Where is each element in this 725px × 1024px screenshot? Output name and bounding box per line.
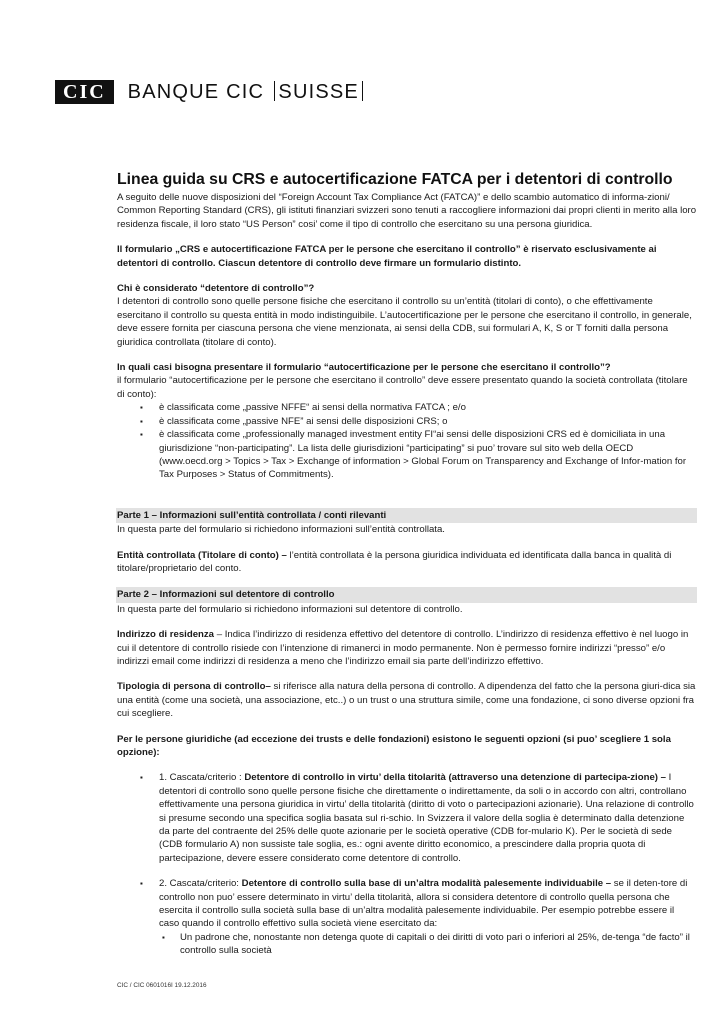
option-2-text: se il deten-tore di controllo non puo’ essere determinato in virtu’ della titolarità, allora si considera detentore di controllo quella persona che esercita il controllo sulla società sulla base di un’altra modalità palesemente individuabile. Per esempio potrebbe essere il caso quando il controllo effettivo sulla società viene esercitato da: — [159, 878, 688, 930]
q2-bullet-list — [117, 401, 697, 481]
logo-separator — [274, 81, 276, 101]
option-1-text: I detentori di controllo sono quelle persone fisiche che direttamente o indirettamente, da soli o in accordo con altri, controllano effettivamente una persona giuridica in virtu’ della titolarità (diritto di voto o partecipazioni azionarie). Una relazione di controllo si presume secondo una specifica soglia basata sul ri-schio. In Svizzera il valore della soglia è determinato dalla detenzione da parte del contraente del 25% delle quote azionarie per le società operative (CDB for-mulario K). Per le società di sede (CDB formulario A) non sussiste tale soglia, es.: ogni avente diritto economico, a prescindere dalla propria quota di partecipazione, devere essere considerato come detentore di controllo. — [159, 772, 694, 864]
option-2 — [117, 877, 697, 957]
q2-heading — [117, 361, 697, 374]
logo-text — [128, 81, 367, 104]
logo-box: CIC — [55, 80, 114, 104]
entity-label: Entità controllata (Titolare di conto) – — [117, 549, 287, 561]
residence-label: Indirizzo di residenza — [117, 629, 215, 641]
type-text: si riferisce alla natura della persona di controllo. A dipendenza del fatto che la persona giuri-dica sia una entità (come una società, una associazione, etc..) o un trust o una struttura simile, come una fondazione, ci sono diverse opzioni fra cui scegliere. — [117, 681, 696, 720]
footer-reference: CIC / CIC 0601016I 19.12.2016 — [117, 982, 207, 989]
option-2-title: Detentore di controllo sulla base di un’altra modalità palesemente individuabile – — [241, 878, 612, 890]
residence-text: – Indica l’indirizzo di residenza effettivo del detentore di controllo. L’indirizzo di residenza effettivo è nel luogo in cui il detentore di controllo risiede con l’intenzione di rimanerci in modo permanente. Non è permesso fornire indirizzi “presso” e/o indirizzi email come indirizzi di residenza a meno che l’indirizzo email sia parte dell’indirizzo effettivo. — [117, 629, 689, 667]
option-1-title: Detentore di controllo in virtu’ della titolarità (attraverso una detenzione di partecipa-zione) – — [244, 772, 666, 784]
option-1 — [117, 771, 697, 865]
list-item: ▪ è classificata come „professionally managed investment entity FI“ai sensi delle disposizioni CRS ed è domiciliata in una giurisdizione “non-participating”. La lista delle giurisdizioni “participating” si puo’ trovare sul sito web della OECD (www.oecd.org > Topics > Tax > Exchange of information > Global Forum on Transparency and Exchange of Infor-mation for Tax Purposes > Status of Commitments). — [117, 428, 697, 482]
type-label: Tipologia di persona di controllo– — [117, 681, 271, 693]
part2-heading: Parte 2 – Informazioni sul detentore di controllo — [116, 587, 697, 602]
option-1-prefix: 1. Cascata/criterio : — [159, 772, 245, 784]
part1-body: In questa parte del formulario si richiedono informazioni sull’entità controllata. — [117, 524, 445, 536]
notice-paragraph — [117, 243, 697, 270]
entity-text: l’entità controllata è la persona giuridica individuata ed identificata dalla banca in qualità di titolare/proprietario del conto. — [117, 549, 672, 574]
q1-heading-text: Chi è considerato “detentore di controllo”? — [117, 283, 315, 295]
q1-heading — [117, 282, 697, 295]
options-heading — [117, 733, 697, 760]
page-title: Linea guida su CRS e autocertificazione FATCA per i detentori di controllo — [117, 171, 673, 188]
part2-body: In questa parte del formulario si richiedono informazioni sul detentore di controllo. — [117, 603, 463, 615]
q2-body: il formulario “autocertificazione per le persone che esercitano il controllo” deve essere presentato quando la società controllata (titolare di conto): — [117, 375, 688, 400]
list-item: ▪ Un padrone che, nonostante non detenga quote di capitali o dei diritti di voto pari o inferiori al 25%, de-tenga “de facto” il controllo sulla società — [159, 931, 697, 958]
residence-paragraph — [117, 628, 697, 668]
logo-separator-end — [362, 81, 364, 101]
intro-paragraph: A seguito delle nuove disposizioni del “Foreign Account Tax Compliance Act (FATCA)” e dello scambio automatico di informa-zioni/ Common Reporting Standard (CRS), gli istituti finanziari svizzeri sono tenuti a raccogliere informazioni dai propri clienti in merito alla loro residenza fiscale, il loro stato “US Person” cosi’ come il tipo di controllo che esercitano su una persona giuridica. — [117, 192, 697, 230]
logo-name-a: BANQUE CIC — [127, 80, 265, 103]
options-heading-text: Per le persone giuridiche (ad eccezione dei trusts e delle fondazioni) esistono le seguenti opzioni (si puo’ scegliere 1 sola opzione): — [117, 733, 671, 758]
entity-paragraph — [117, 549, 697, 576]
q2-heading-text: In quali casi bisogna presentare il formulario “autocertificazione per le persone che esercitano il controllo”? — [117, 362, 611, 374]
option-2-prefix: 2. Cascata/criterio: — [159, 878, 242, 890]
option-2-sublist — [159, 931, 697, 958]
list-item: ▪ è classificata come „passive NFFE“ ai sensi della normativa FATCA ; e/o — [117, 401, 697, 414]
bank-logo — [55, 80, 366, 104]
document-body — [117, 170, 697, 958]
type-paragraph — [117, 680, 697, 720]
list-item: ▪ è classificata come „passive NFE” ai sensi delle disposizioni CRS; o — [117, 415, 697, 428]
notice-text: Il formulario „CRS e autocertificazione FATCA per le persone che esercitano il controllo” è riservato esclusivamente ai detentori di controllo. Ciascun detentore di controllo deve firmare un formulario distinto. — [117, 244, 657, 269]
q1-body: I detentori di controllo sono quelle persone fisiche che esercitano il controllo su un’entità (titolari di conto), o che effettivamente esercitano il controllo su questa entità in modo indistinguibile. L’autocertificazione per le persone che esercitano il controllo, in generale, deve essere fornita per ciascuna persona che viene menzionata, ai sensi della CDB, sui formulari A, K, S or T forniti dalla persona giuridica controllata (titolare di conto). — [117, 296, 692, 348]
part1-heading: Parte 1 – Informazioni sull’entità controllata / conti rilevanti — [116, 508, 697, 523]
logo-name-b: SUISSE — [278, 80, 359, 103]
